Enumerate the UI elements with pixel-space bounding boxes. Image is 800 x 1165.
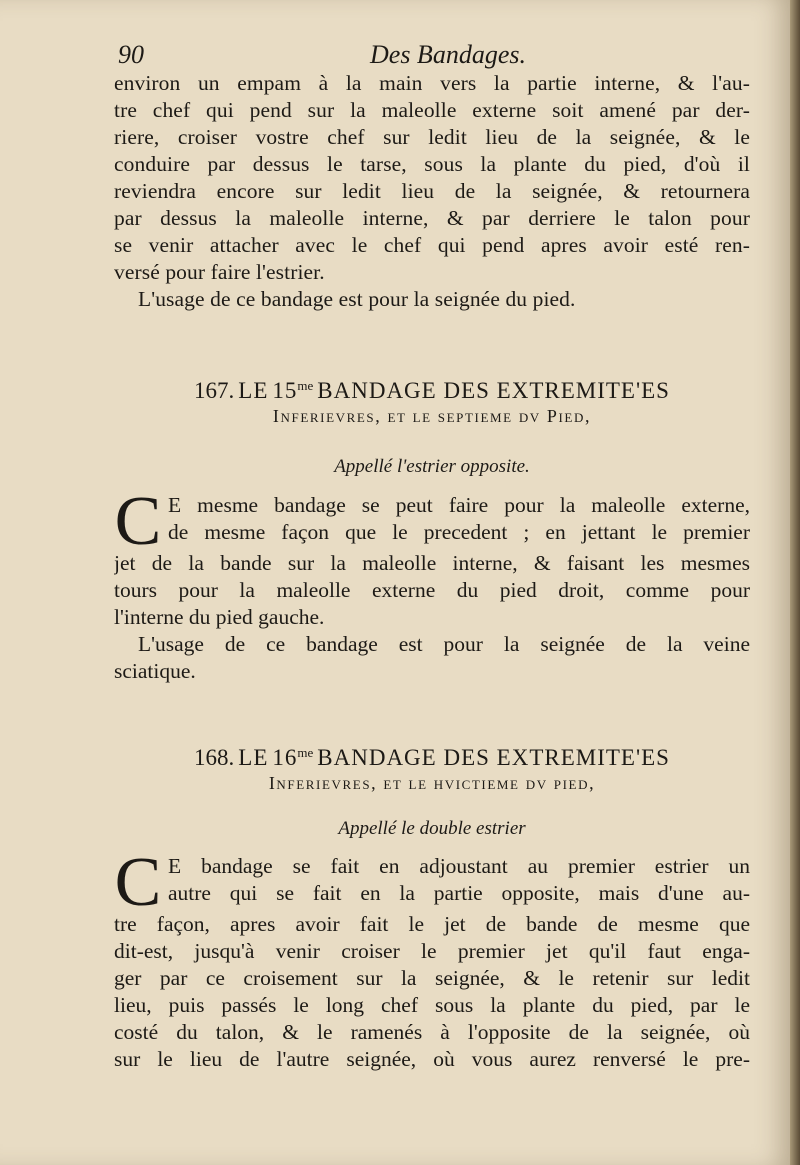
section-appellation: Appellé l'estrier opposite. xyxy=(334,456,530,477)
heading-title: BANDAGE DES EXTREMITE'ES xyxy=(317,745,670,770)
section-appellation: Appellé le double estrier xyxy=(338,818,526,839)
running-title: Des Bandages. xyxy=(370,40,526,69)
text-line: jet de la bande sur la maleolle interne, & faisant les mesmes xyxy=(114,551,750,575)
text-line: conduire par dessus le tarse, sous la plante du pied, d'où il xyxy=(114,152,750,176)
usage-line: L'usage de ce bandage est pour la seignée de la veine xyxy=(138,632,750,656)
drop-cap: C xyxy=(114,844,162,921)
text-line: E mesme bandage se peut faire pour la maleolle externe, xyxy=(168,493,750,517)
text-line: riere, croiser vostre chef sur ledit lieu de la seignée, & le xyxy=(114,125,750,149)
page-header xyxy=(118,38,750,74)
section-subtitle: Inferievres, et le septieme dv Pied, xyxy=(272,406,592,426)
heading-ordinal-suffix: me xyxy=(297,745,314,760)
text-line: tre chef qui pend sur la maleolle externe soit amené par der- xyxy=(114,98,750,122)
text-line: environ un empam à la main vers la partie interne, & l'au- xyxy=(114,71,750,95)
text-line: sur le lieu de l'autre seignée, où vous aurez renversé le pre- xyxy=(114,1047,750,1071)
text-line: versé pour faire l'estrier. xyxy=(114,260,325,284)
section-heading-167 xyxy=(114,378,750,427)
text-line: reviendra encore sur ledit lieu de la seignée, & retournera xyxy=(114,179,750,203)
text-line: par dessus la maleolle interne, & par derriere le talon pour xyxy=(114,206,750,230)
text-line: costé du talon, & le ramenés à l'opposite de la seignée, où xyxy=(114,1020,750,1044)
text-line: dit-est, jusqu'à venir croiser le premier jet qu'il faut enga- xyxy=(114,939,750,963)
page-number: 90 xyxy=(118,40,144,69)
book-spine-edge xyxy=(790,0,800,1165)
section-number: 167. xyxy=(194,378,235,403)
section-number: 168. xyxy=(194,745,235,770)
drop-cap: C xyxy=(114,483,162,560)
usage-line: L'usage de ce bandage est pour la seignée du pied. xyxy=(138,287,576,311)
text-line: lieu, puis passés le long chef sous la plante du pied, par le xyxy=(114,993,750,1017)
text-line: se venir attacher avec le chef qui pend apres avoir esté ren- xyxy=(114,233,750,257)
section-heading-168 xyxy=(114,745,750,794)
section-167-body xyxy=(114,483,750,685)
text-line: tours pour la maleolle externe du pied droit, comme pour xyxy=(114,578,750,602)
heading-pre: LE xyxy=(238,378,269,403)
intro-paragraph xyxy=(114,70,750,313)
text-line: de mesme façon que le precedent ; en jettant le premier xyxy=(168,520,750,544)
heading-ordinal: 15 xyxy=(272,378,298,403)
section-subtitle: Inferievres, et le hvictieme dv pied, xyxy=(268,773,596,793)
heading-title: BANDAGE DES EXTREMITE'ES xyxy=(317,378,670,403)
text-line: autre qui se fait en la partie opposite, mais d'une au- xyxy=(168,881,750,905)
text-line: tre façon, apres avoir fait le jet de bande de mesme que xyxy=(114,912,750,936)
heading-ordinal-suffix: me xyxy=(297,378,314,393)
heading-pre: LE xyxy=(238,745,269,770)
text-line: l'interne du pied gauche. xyxy=(114,605,325,629)
usage-line: sciatique. xyxy=(114,659,196,683)
section-168-body xyxy=(114,844,750,1073)
text-line: E bandage se fait en adjoustant au premier estrier un xyxy=(168,854,750,878)
text-line: ger par ce croisement sur la seignée, & le retenir sur ledit xyxy=(114,966,750,990)
heading-ordinal: 16 xyxy=(272,745,298,770)
